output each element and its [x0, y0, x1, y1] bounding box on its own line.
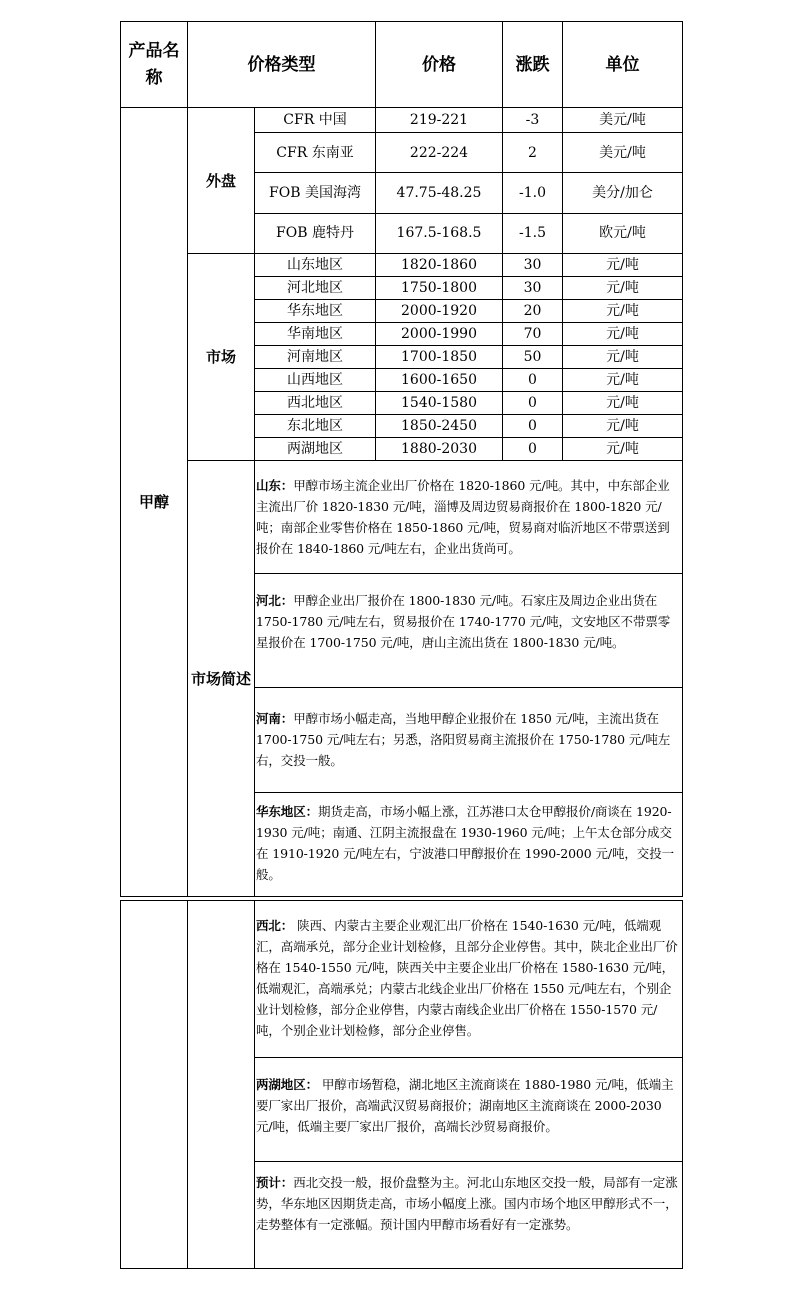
description-text: 西北交投一般，报价盘整为主。河北山东地区交投一般，局部有一定涨势，华东地区因期货走高，市场小幅度上涨。国内市场个地区甲醇形式不一，走势整体有一定涨幅。预计国内甲醇市场看好有一定涨势。: [256, 1175, 678, 1232]
description-text: 陕西、内蒙古主要企业观汇出厂价格在 1540-1630 元/吨，低端观汇，高端承兑，部分企业计划检修，且部分企业停售。其中，陕北企业出厂价格在 1540-1550 元/吨，陕西关中主要企业出厂价格在 1580-1630 元/吨，低端观汇，高端承兑；内蒙古北线企业出厂价格在 1550 元/吨左右，个别企业计划检修，部分企业停售，内蒙古南线企业出厂价格在 1550-1570 元/吨，个别企业计划检修，部分企业停售。: [256, 918, 678, 1038]
description-cell-hebei: [255, 573, 683, 687]
price-type-cell: FOB 鹿特丹: [255, 213, 376, 253]
description-label: 预计：: [256, 1175, 294, 1190]
description-label: 华东地区：: [256, 803, 319, 819]
unit-cell: 元/吨: [563, 415, 683, 438]
group-market-desc: 市场简述: [188, 461, 255, 897]
description-label: 西北：: [256, 918, 294, 933]
price-type-cell: 华东地区: [255, 299, 376, 322]
header-product-name: 产品名称: [121, 22, 188, 108]
group-external: 外盘: [188, 108, 255, 253]
unit-cell: 元/吨: [563, 438, 683, 461]
price-cell: 1540-1580: [376, 392, 503, 415]
description-row: [121, 901, 683, 1058]
description-text: 期货走高，市场小幅上涨，江苏港口太仓甲醇报价/商谈在 1920-1930 元/吨；南通、江阴主流报盘在 1930-1960 元/吨；上午太仓部分成交在 1910-1920 元/吨左右，宁波港口甲醇报价在 1990-2000 元/吨，交投一般。: [256, 803, 675, 882]
product-name-cell: 甲醇: [121, 108, 188, 897]
header-price: 价格: [376, 22, 503, 108]
change-cell: 30: [503, 276, 563, 299]
price-type-cell: 山东地区: [255, 253, 376, 276]
header-price-type: 价格类型: [188, 22, 376, 108]
price-type-cell: 东北地区: [255, 415, 376, 438]
change-cell: 0: [503, 369, 563, 392]
unit-cell: 元/吨: [563, 369, 683, 392]
description-text: 甲醇企业出厂报价在 1800-1830 元/吨。石家庄及周边企业出货在 1750-1780 元/吨左右，贸易报价在 1740-1770 元/吨，文安地区不带票零星报价在 1700-1750 元/吨，唐山主流出货在 1800-1830 元/吨。: [256, 592, 671, 650]
description-cell-forecast: [255, 1162, 683, 1269]
change-cell: 20: [503, 299, 563, 322]
unit-cell: 元/吨: [563, 299, 683, 322]
description-cell-shandong: [255, 461, 683, 573]
description-text: 甲醇市场小幅走高，当地甲醇企业报价在 1850 元/吨，主流出货在 1700-1750 元/吨左右；另悉，洛阳贸易商主流报价在 1750-1780 元/吨左右，交投一般。: [256, 711, 671, 769]
price-type-cell: 河南地区: [255, 346, 376, 369]
unit-cell: 美分/加仑: [563, 173, 683, 213]
price-type-cell: 河北地区: [255, 276, 376, 299]
price-cell: 1700-1850: [376, 346, 503, 369]
methanol-description-table-continued: [120, 900, 683, 1269]
unit-cell: 美元/吨: [563, 133, 683, 173]
description-cell-northwest: [255, 901, 683, 1058]
change-cell: -1.5: [503, 213, 563, 253]
header-change: 涨跌: [503, 22, 563, 108]
price-type-cell: 华南地区: [255, 322, 376, 345]
methanol-price-table: [120, 21, 683, 897]
description-label: 河北：: [256, 592, 294, 608]
unit-cell: 美元/吨: [563, 108, 683, 133]
table-row: [121, 253, 683, 276]
change-cell: -3: [503, 108, 563, 133]
change-cell: 50: [503, 346, 563, 369]
table-row: [121, 108, 683, 133]
unit-cell: 元/吨: [563, 253, 683, 276]
group-market: 市场: [188, 253, 255, 461]
header-unit: 单位: [563, 22, 683, 108]
unit-cell: 元/吨: [563, 392, 683, 415]
price-cell: 1850-2450: [376, 415, 503, 438]
price-type-cell: 山西地区: [255, 369, 376, 392]
description-label: 两湖地区：: [256, 1077, 319, 1092]
unit-cell: 元/吨: [563, 276, 683, 299]
price-type-cell: 两湖地区: [255, 438, 376, 461]
change-cell: 70: [503, 322, 563, 345]
price-cell: 2000-1920: [376, 299, 503, 322]
price-cell: 222-224: [376, 133, 503, 173]
change-cell: 30: [503, 253, 563, 276]
table-header-row: [121, 22, 683, 108]
group-cell-empty: [188, 901, 255, 1269]
change-cell: 0: [503, 415, 563, 438]
price-cell: 1750-1800: [376, 276, 503, 299]
change-cell: 2: [503, 133, 563, 173]
description-text: 甲醇市场暂稳，湖北地区主流商谈在 1880-1980 元/吨，低端主要厂家出厂报价，高端武汉贸易商报价；湖南地区主流商谈在 2000-2030 元/吨，低端主要厂家出厂报价，高端长沙贸易商报价。: [256, 1077, 674, 1134]
change-cell: -1.0: [503, 173, 563, 213]
description-cell-huadong: [255, 792, 683, 896]
change-cell: 0: [503, 438, 563, 461]
description-cell-henan: [255, 688, 683, 792]
price-type-cell: CFR 东南亚: [255, 133, 376, 173]
change-cell: 0: [503, 392, 563, 415]
unit-cell: 元/吨: [563, 322, 683, 345]
price-cell: 1880-2030: [376, 438, 503, 461]
price-cell: 1600-1650: [376, 369, 503, 392]
price-cell: 167.5-168.5: [376, 213, 503, 253]
unit-cell: 欧元/吨: [563, 213, 683, 253]
price-cell: 2000-1990: [376, 322, 503, 345]
description-cell-lianghu: [255, 1058, 683, 1162]
price-type-cell: CFR 中国: [255, 108, 376, 133]
price-type-cell: FOB 美国海湾: [255, 173, 376, 213]
price-type-cell: 西北地区: [255, 392, 376, 415]
unit-cell: 元/吨: [563, 346, 683, 369]
description-label: 山东：: [256, 478, 294, 494]
product-name-cell-empty: [121, 901, 188, 1269]
price-cell: 47.75-48.25: [376, 173, 503, 213]
price-cell: 1820-1860: [376, 253, 503, 276]
description-text: 甲醇市场主流企业出厂价格在 1820-1860 元/吨。其中，中东部企业主流出厂价 1820-1830 元/吨，淄博及周边贸易商报价在 1800-1820 元/吨；南部企业零售价格在 1850-1860 元/吨，贸易商对临沂地区不带票送到报价在 1840-1860 元/吨左右，企业出货尚可。: [256, 478, 670, 557]
description-row: [121, 461, 683, 573]
price-cell: 219-221: [376, 108, 503, 133]
description-label: 河南：: [256, 711, 294, 727]
